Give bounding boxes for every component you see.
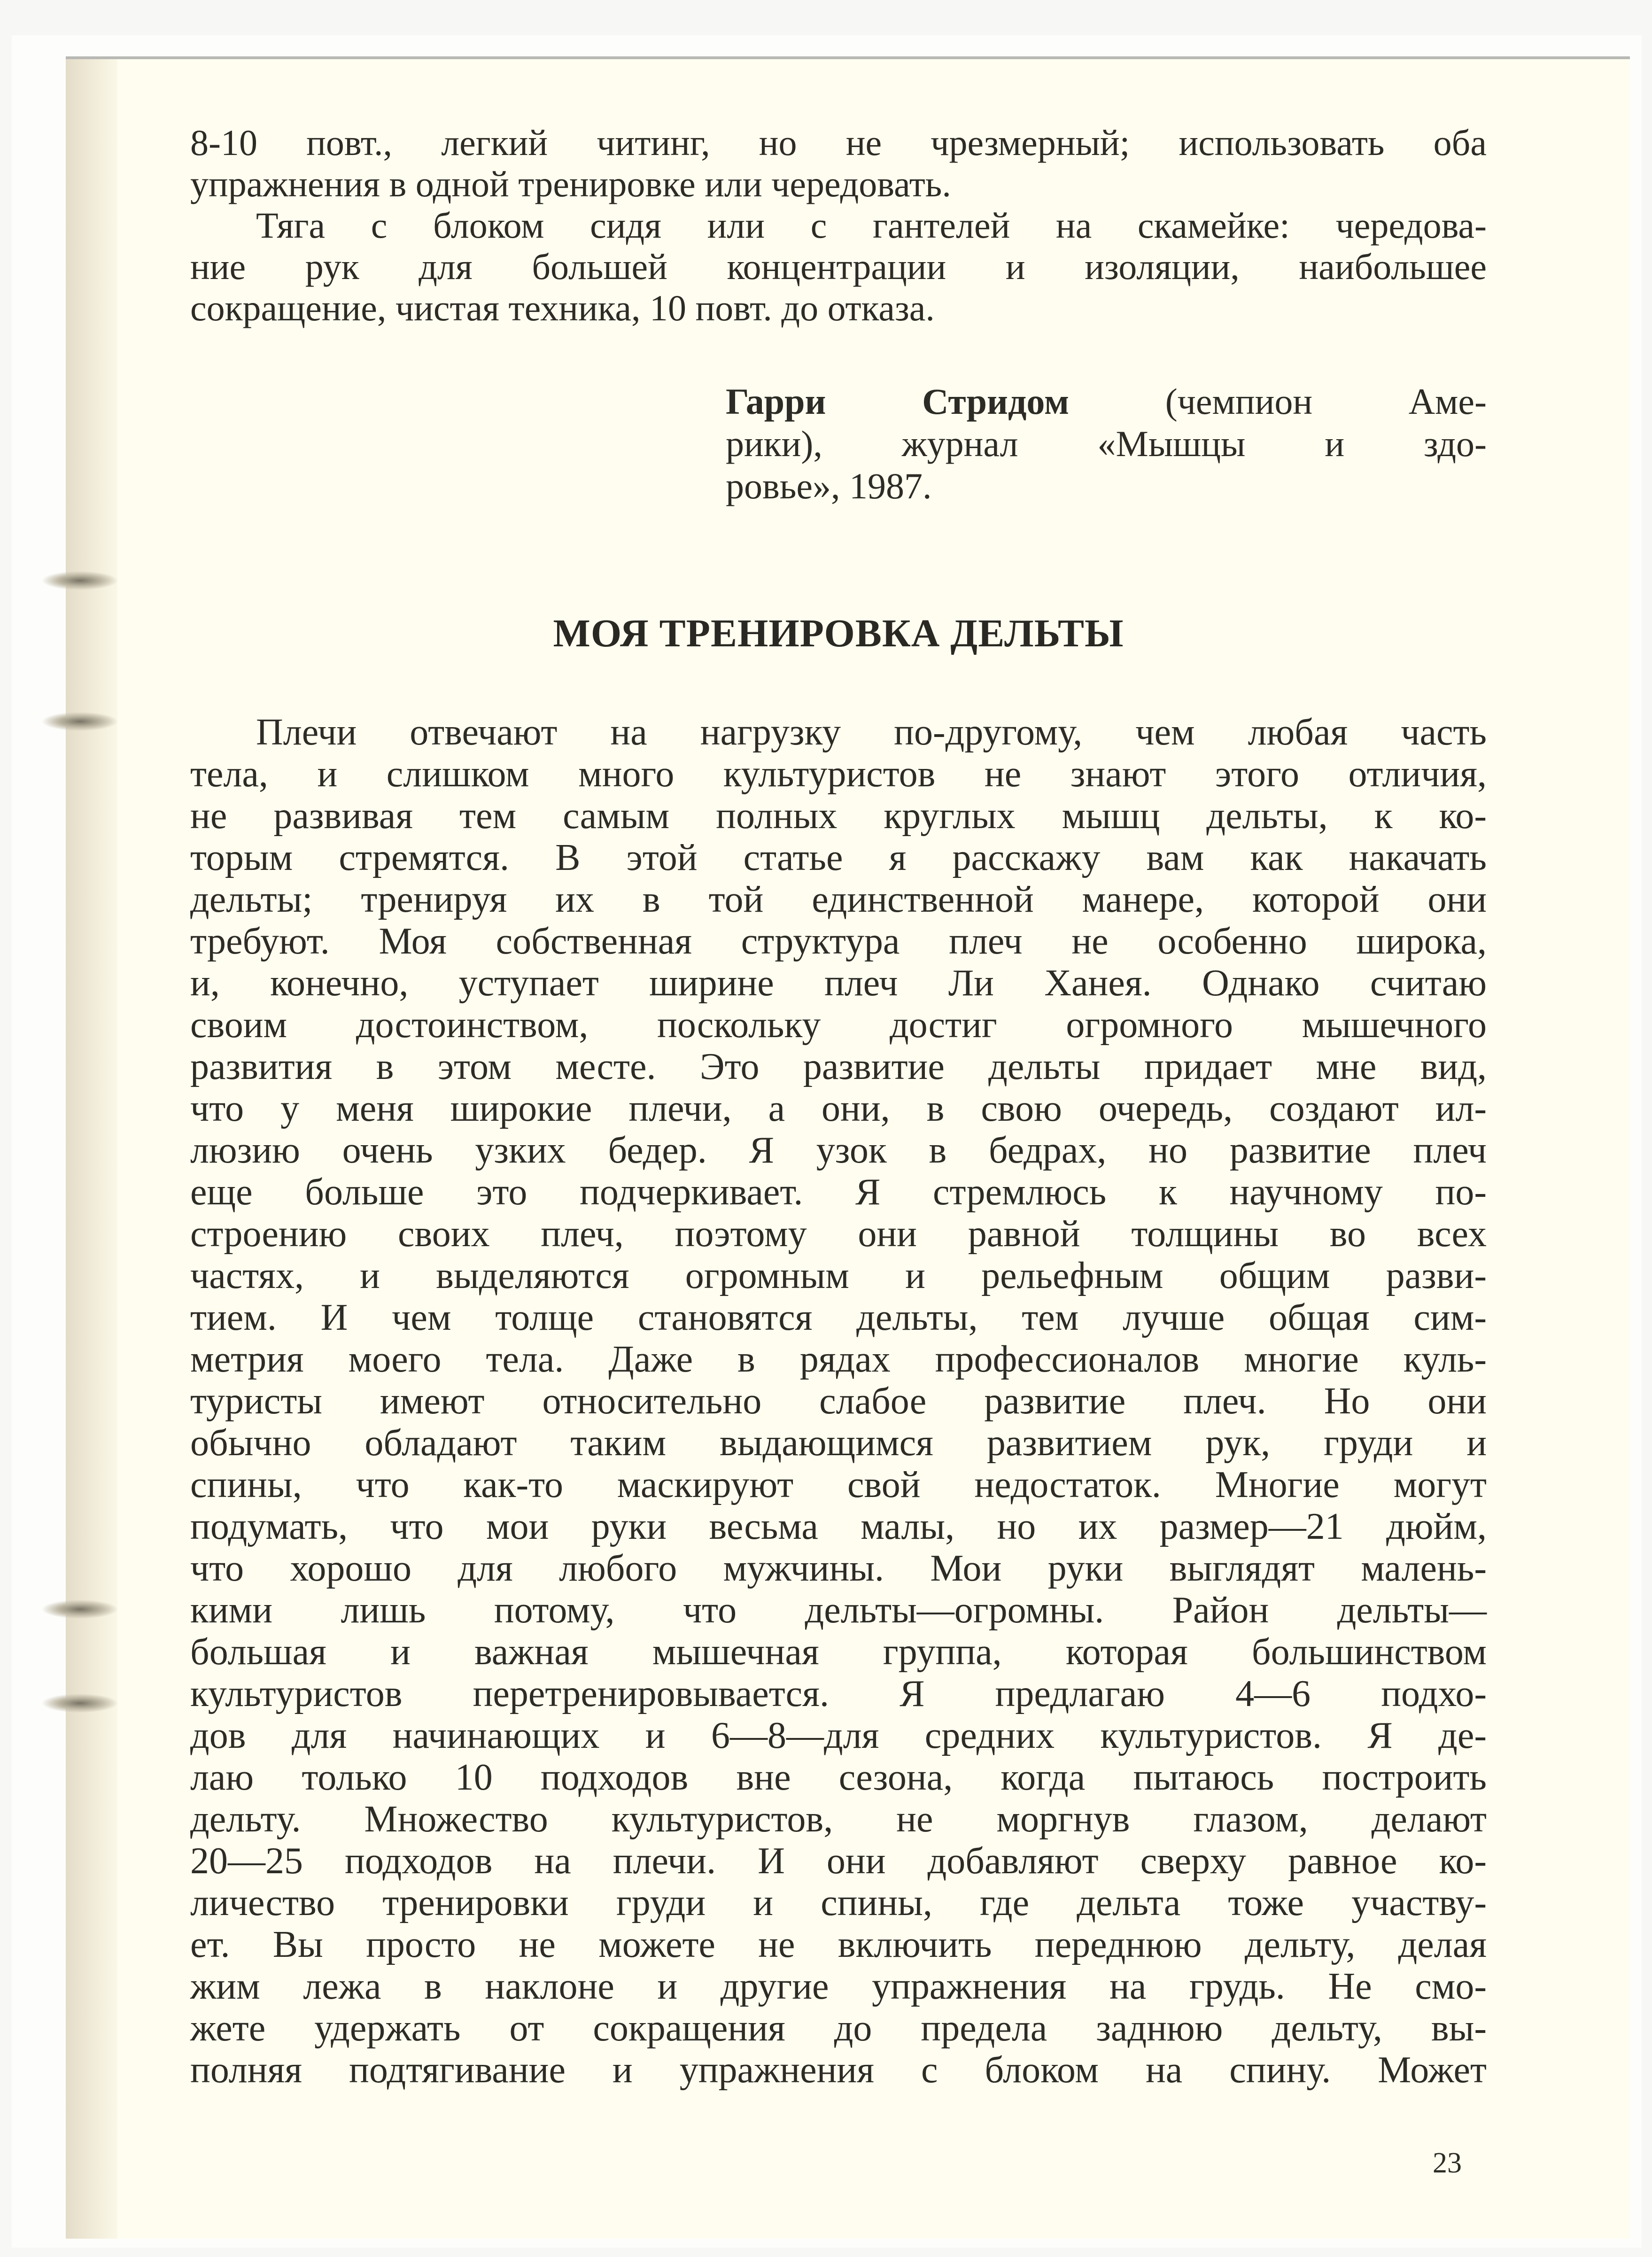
text-line: тием. И чем толще становятся дельты, тем лучше общая сим- xyxy=(190,1297,1487,1338)
text-line: жим лежа в наклоне и другие упражнения на грудь. Не смо- xyxy=(190,1966,1487,2007)
attribution xyxy=(726,380,1487,507)
text-line: сокращение, чистая техника, 10 повт. до отказа. xyxy=(190,287,935,328)
binding-staple-icon xyxy=(42,712,117,731)
text-line: что хорошо для любого мужчины. Мои руки выглядят малень- xyxy=(190,1548,1487,1589)
text-line: дов для начинающих и 6—8—для средних культуристов. Я де- xyxy=(190,1715,1487,1756)
text-line: частях, и выделяются огромным и рельефным общим разви- xyxy=(190,1255,1487,1296)
text-line: ет. Вы просто не можете не включить переднюю дельту, делая xyxy=(190,1924,1487,1965)
attribution-line: рики), журнал «Мышцы и здо- xyxy=(726,423,1487,464)
text-line: ние рук для большей концентрации и изоляции, наибольшее xyxy=(190,246,1487,287)
text-line: упражнения в одной тренировке или чередовать. xyxy=(190,163,951,204)
text-line: метрия моего тела. Даже в рядах профессионалов многие куль- xyxy=(190,1339,1487,1380)
binding-staple-icon xyxy=(42,1694,117,1713)
text-line: личество тренировки груди и спины, где дельта тоже участву- xyxy=(190,1882,1487,1923)
page-spine-shadow xyxy=(66,59,117,2239)
text-line: развития в этом месте. Это развитие дельты придает мне вид, xyxy=(190,1046,1487,1087)
text-line: Плечи отвечают на нагрузку по-другому, чем любая часть xyxy=(256,712,1487,753)
text-line: и, конечно, уступает ширине плеч Ли Ханея. Однако считаю xyxy=(190,962,1487,1004)
text-line: спины, что как-то маскируют свой недостаток. Многие могут xyxy=(190,1464,1487,1505)
author-name: Гарри Стридом xyxy=(726,381,1070,422)
text-line: 8-10 повт., легкий читинг, но не чрезмерный; использовать оба xyxy=(190,122,1487,163)
text-line: жете удержать от сокращения до предела заднюю дельту, вы- xyxy=(190,2008,1487,2049)
text-line: большая и важная мышечная группа, которая большинством xyxy=(190,1631,1487,1673)
text-line: 20—25 подходов на плечи. И они добавляют сверху равное ко- xyxy=(190,1840,1487,1882)
text-line: торым стремятся. В этой статье я расскажу вам как накачать xyxy=(190,837,1487,878)
text-line: культуристов перетренировывается. Я предлагаю 4—6 подхо- xyxy=(190,1673,1487,1714)
binding-staple-icon xyxy=(42,1600,117,1619)
attribution-line xyxy=(726,380,1487,423)
text-line: дельту. Множество культуристов, не моргнув глазом, делают xyxy=(190,1799,1487,1840)
text-line: обычно обладают таким выдающимся развитием рук, груди и xyxy=(190,1422,1487,1464)
text-line: дельты; тренируя их в той единственной манере, которой они xyxy=(190,879,1487,920)
binding-staple-icon xyxy=(42,571,117,590)
text-line: кими лишь потому, что дельты—огромны. Район дельты— xyxy=(190,1590,1487,1631)
text-line: туристы имеют относительно слабое развитие плеч. Но они xyxy=(190,1381,1487,1422)
page-number: 23 xyxy=(1433,2147,1462,2179)
article-body xyxy=(190,712,1487,2091)
text-line: своим достоинством, поскольку достиг огромного мышечного xyxy=(190,1004,1487,1046)
top-paragraph xyxy=(190,122,1487,329)
text-line: строению своих плеч, поэтому они равной толщины во всех xyxy=(190,1213,1487,1255)
text-line: что у меня широкие плечи, а они, в свою очередь, создают ил- xyxy=(190,1088,1487,1129)
text-line: еще больше это подчеркивает. Я стремлюсь к научному по- xyxy=(190,1171,1487,1213)
text-line: не развивая тем самым полных круглых мышц дельты, к ко- xyxy=(190,795,1487,837)
text-line: подумать, что мои руки весьма малы, но их размер—21 дюйм, xyxy=(190,1506,1487,1547)
text-line: требуют. Моя собственная структура плеч не особенно широка, xyxy=(190,921,1487,962)
section-heading: МОЯ ТРЕНИРОВКА ДЕЛЬТЫ xyxy=(553,612,1124,655)
text-line: полняя подтягивание и упражнения с блоком на спину. Может xyxy=(190,2049,1487,2091)
text-line: Тяга с блоком сидя или с гантелей на скамейке: чередова- xyxy=(256,205,1487,246)
text-line: лаю только 10 подходов вне сезона, когда пытаюсь построить xyxy=(190,1757,1487,1798)
text-line: тела, и слишком много культуристов не знают этого отличия, xyxy=(190,753,1487,795)
text-line: люзию очень узких бедер. Я узок в бедрах, но развитие плеч xyxy=(190,1130,1487,1171)
attribution-line: ровье», 1987. xyxy=(726,465,932,506)
attribution-text: (чемпион Аме- xyxy=(1165,381,1487,422)
